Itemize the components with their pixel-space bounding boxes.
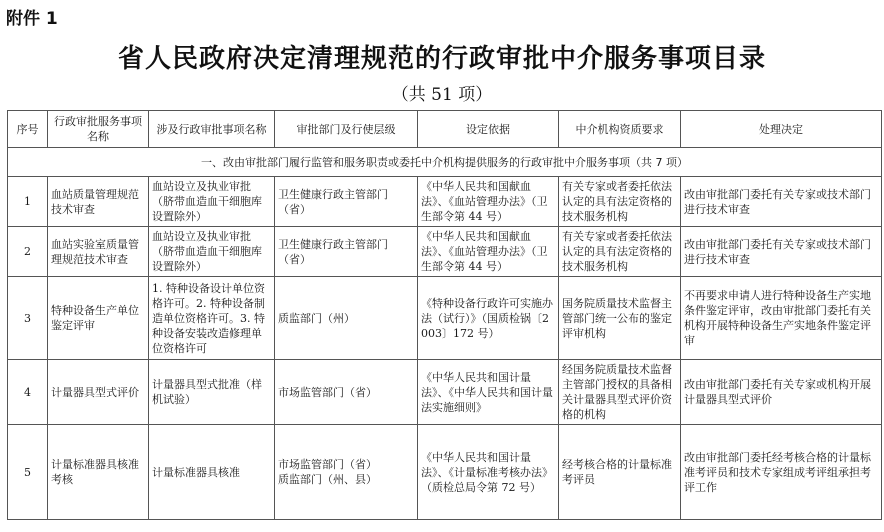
row-qualification: 经国务院质量技术监督主管部门授权的具备相关计量器具型式评价资格的机构	[559, 360, 681, 425]
row-basis: 《中华人民共和国献血法》、《血站管理办法》（卫生部令第 44 号）	[418, 227, 559, 277]
header-qualification: 中介机构资质要求	[559, 111, 681, 148]
row-service: 血站实验室质量管理规范技术审查	[48, 227, 149, 277]
header-no: 序号	[8, 111, 48, 148]
row-decision: 不再要求申请人进行特种设备生产实地条件鉴定评审，改由审批部门委托有关机构开展特种设备生产实地条件鉴定评审	[681, 277, 882, 360]
table-row	[8, 425, 882, 520]
document-title: 省人民政府决定清理规范的行政审批中介服务事项目录	[117, 44, 766, 74]
row-no: 4	[8, 360, 48, 425]
row-dept: 市场监管部门（省）	[275, 360, 418, 425]
row-service: 计量标准器具核准考核	[48, 425, 149, 520]
row-approval: 计量器具型式批准（样机试验）	[149, 360, 275, 425]
row-approval: 血站设立及执业审批（脐带血造血干细胞库设置除外）	[149, 177, 275, 227]
row-approval: 血站设立及执业审批（脐带血造血干细胞库设置除外）	[149, 227, 275, 277]
header-approval: 涉及行政审批事项名称	[149, 111, 275, 148]
row-approval: 计量标准器具核准	[149, 425, 275, 520]
row-service: 特种设备生产单位鉴定评审	[48, 277, 149, 360]
catalog-table	[7, 110, 882, 520]
row-decision: 改由审批部门委托有关专家或机构开展计量器具型式评价	[681, 360, 882, 425]
row-qualification: 有关专家或者委托依法认定的具有法定资格的技术服务机构	[559, 227, 681, 277]
attachment-label: 附件 1	[6, 9, 58, 29]
row-basis: 《中华人民共和国计量法》、《计量标准考核办法》（质检总局令第 72 号）	[418, 425, 559, 520]
table-row	[8, 177, 882, 227]
row-decision: 改由审批部门委托有关专家或技术部门进行技术审查	[681, 227, 882, 277]
row-qualification: 经考核合格的计量标准考评员	[559, 425, 681, 520]
table-row	[8, 277, 882, 360]
row-no: 5	[8, 425, 48, 520]
section-row	[8, 148, 882, 177]
table-row	[8, 227, 882, 277]
header-dept: 审批部门及行使层级	[275, 111, 418, 148]
row-decision: 改由审批部门委托有关专家或技术部门进行技术审查	[681, 177, 882, 227]
row-no: 1	[8, 177, 48, 227]
item-count: （共 51 项）	[391, 85, 493, 105]
row-basis: 《特种设备行政许可实施办法（试行）》（国质检锅〔2003〕172 号）	[418, 277, 559, 360]
row-dept: 卫生健康行政主管部门（省）	[275, 177, 418, 227]
header-service: 行政审批服务事项名称	[48, 111, 149, 148]
header-basis: 设定依据	[418, 111, 559, 148]
row-dept: 卫生健康行政主管部门（省）	[275, 227, 418, 277]
row-qualification: 国务院质量技术监督主管部门统一公布的鉴定评审机构	[559, 277, 681, 360]
row-decision: 改由审批部门委托经考核合格的计量标准考评员和技术专家组成考评组承担考评工作	[681, 425, 882, 520]
row-service: 计量器具型式评价	[48, 360, 149, 425]
row-approval: 1. 特种设备设计单位资格许可。2. 特种设备制造单位资格许可。3. 特种设备安装改造修理单位资格许可	[149, 277, 275, 360]
row-qualification: 有关专家或者委托依法认定的具有法定资格的技术服务机构	[559, 177, 681, 227]
table-row	[8, 360, 882, 425]
row-dept: 市场监管部门（省） 质监部门（州、县）	[275, 425, 418, 520]
row-no: 3	[8, 277, 48, 360]
header-row	[8, 111, 882, 148]
header-decision: 处理决定	[681, 111, 882, 148]
section-title: 一、改由审批部门履行监管和服务职责或委托中介机构提供服务的行政审批中介服务事项（共 7 项）	[8, 148, 882, 177]
row-basis: 《中华人民共和国计量法》、《中华人民共和国计量法实施细则》	[418, 360, 559, 425]
row-service: 血站质量管理规范技术审查	[48, 177, 149, 227]
row-basis: 《中华人民共和国献血法》、《血站管理办法》（卫生部令第 44 号）	[418, 177, 559, 227]
row-dept: 质监部门（州）	[275, 277, 418, 360]
row-no: 2	[8, 227, 48, 277]
